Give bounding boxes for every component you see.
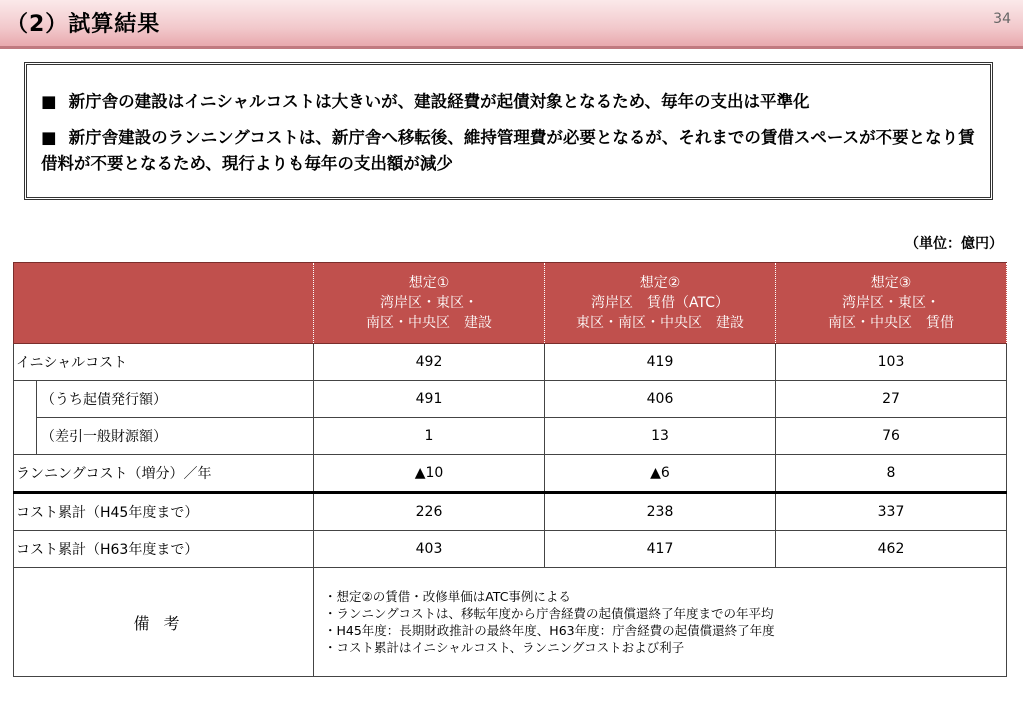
header-band (0, 0, 1023, 49)
table-row (14, 381, 1007, 418)
table-cell: 76 (776, 418, 1007, 455)
remarks-row (14, 568, 1007, 677)
table-cell: 403 (314, 531, 545, 568)
remark-note: ・コスト累計はイニシャルコスト、ランニングコストおよび利子 (324, 640, 685, 655)
table-cell: 406 (545, 381, 776, 418)
unit-label: （単位：億円） (905, 236, 1003, 252)
indent-spacer (14, 381, 37, 418)
table-cell: 492 (314, 344, 545, 381)
table-header-row (14, 263, 1007, 344)
table-cell: 337 (776, 493, 1007, 531)
column-header-scenario-3: 想定③ 湾岸区・東区・ 南区・中央区 賃借 (776, 263, 1007, 344)
table-row (14, 344, 1007, 381)
remark-note: ・ランニングコストは、移転年度から庁舎経費の起債償還終了年度までの年平均 (324, 606, 774, 621)
table-cell: 238 (545, 493, 776, 531)
table-cell: 419 (545, 344, 776, 381)
table-cell: ▲6 (545, 455, 776, 493)
remark-note: ・H45年度：長期財政推計の最終年度、H63年度：庁舎経費の起債償還終了年度 (324, 623, 775, 638)
table-cell: ▲10 (314, 455, 545, 493)
table-row (14, 493, 1007, 531)
remark-note: ・想定②の賃借・改修単価はATC事例による (324, 589, 571, 604)
column-header-scenario-1: 想定① 湾岸区・東区・ 南区・中央区 建設 (314, 263, 545, 344)
remarks-label: 備考 (14, 568, 314, 677)
bullet-icon: ■ (41, 128, 57, 147)
remarks-notes (314, 568, 1007, 677)
table-cell: 226 (314, 493, 545, 531)
table-cell: 491 (314, 381, 545, 418)
table-row (14, 418, 1007, 455)
row-label-cumulative-h63: コスト累計（H63年度まで） (14, 531, 314, 568)
bullet-icon: ■ (41, 92, 57, 111)
table-cell: 417 (545, 531, 776, 568)
indent-spacer (14, 418, 37, 455)
column-header-scenario-2: 想定② 湾岸区 賃借（ATC） 東区・南区・中央区 建設 (545, 263, 776, 344)
row-label-general-funds: （差引一般財源額） (37, 418, 314, 455)
header-corner (14, 263, 314, 344)
table-row (14, 531, 1007, 568)
page-title: （2）試算結果 (6, 12, 161, 37)
row-label-initial-cost: イニシャルコスト (14, 344, 314, 381)
results-table (13, 262, 1007, 677)
row-label-bond-issuance: （うち起債発行額） (37, 381, 314, 418)
table-cell: 8 (776, 455, 1007, 493)
table-cell: 1 (314, 418, 545, 455)
table-cell: 13 (545, 418, 776, 455)
table-cell: 103 (776, 344, 1007, 381)
table-cell: 27 (776, 381, 1007, 418)
row-label-running-cost: ランニングコスト（増分）／年 (14, 455, 314, 493)
summary-point-2: ■ 新庁舎建設のランニングコストは、新庁舎へ移転後、維持管理費が必要となるが、それまでの賃借スペースが不要となり賃借料が不要となるため、現行よりも毎年の支出額が減少 (41, 128, 975, 173)
summary-point-1: ■ 新庁舎の建設はイニシャルコストは大きいが、建設経費が起債対象となるため、毎年の支出は平準化 (41, 92, 810, 111)
table-cell: 462 (776, 531, 1007, 568)
table-row (14, 455, 1007, 493)
page-number: 34 (993, 11, 1011, 27)
summary-box (24, 62, 993, 200)
row-label-cumulative-h45: コスト累計（H45年度まで） (14, 493, 314, 531)
